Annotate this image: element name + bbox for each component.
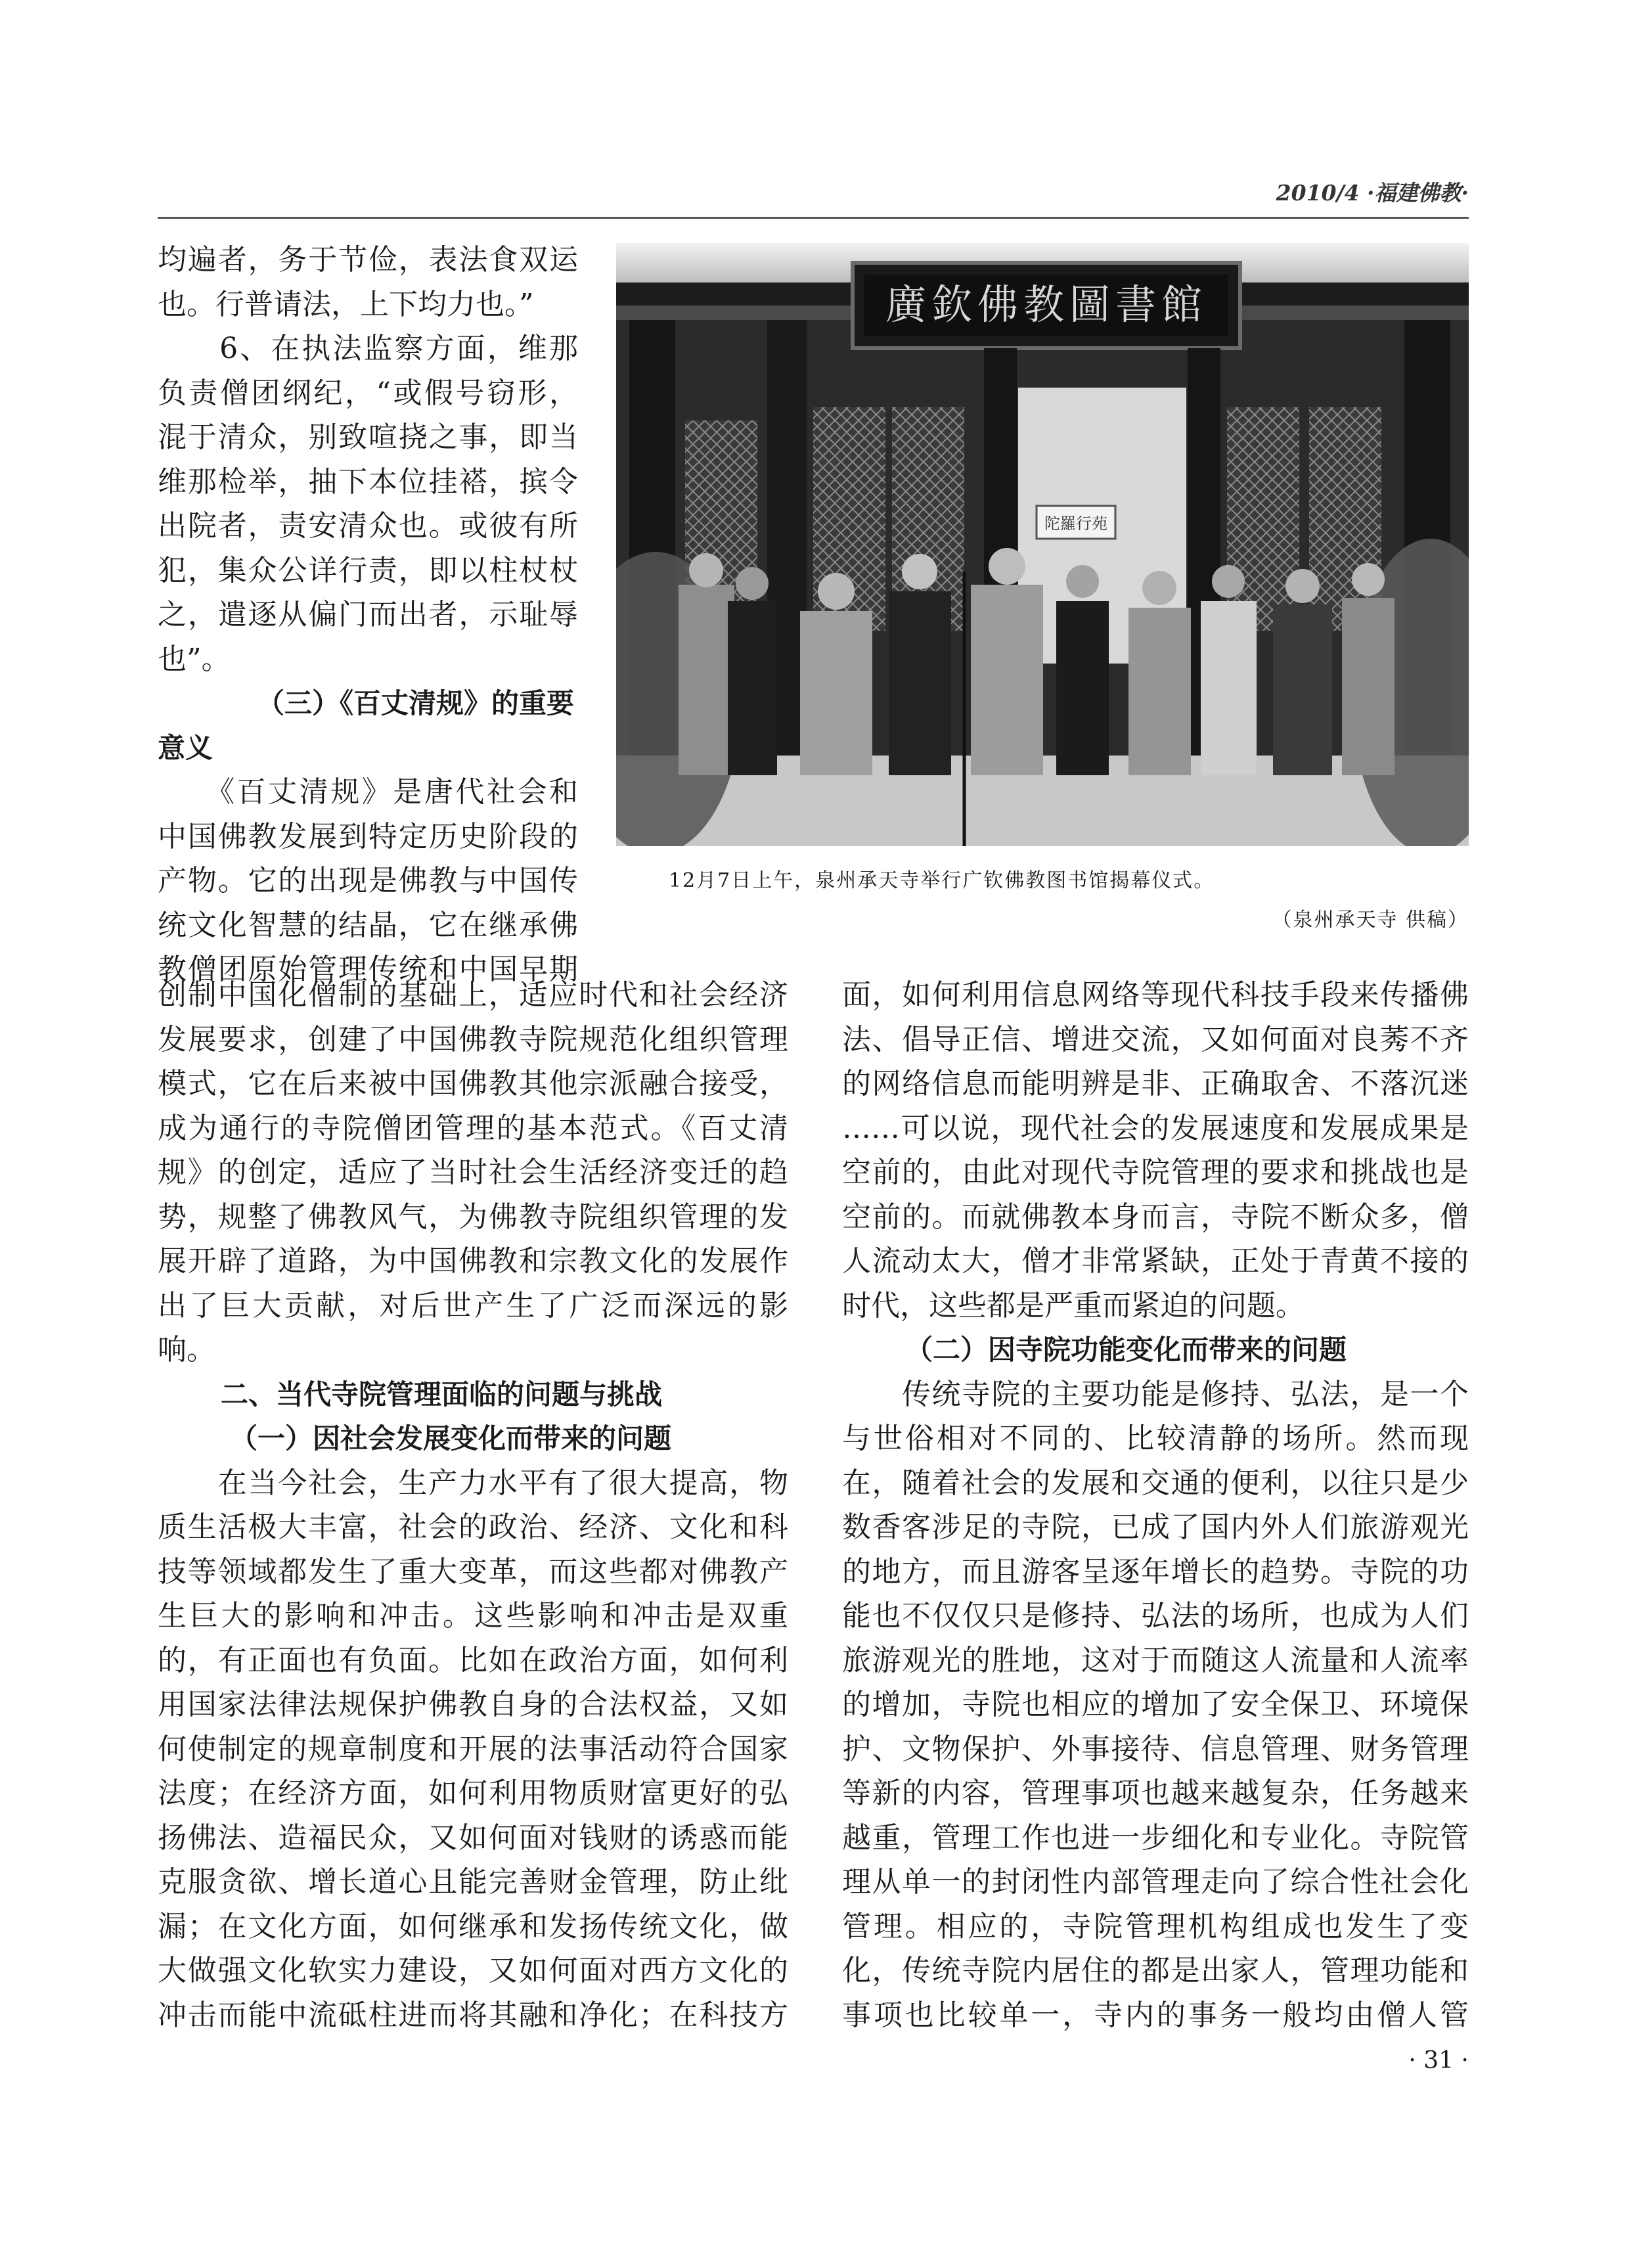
paragraph-line: 势，规整了佛教风气，为佛教寺院组织管理的发 xyxy=(158,1200,788,1234)
section-2-heading: 二、当代寺院管理面临的问题与挑战 xyxy=(221,1378,663,1411)
paragraph-line: 化，传统寺院内居住的都是出家人，管理功能和 xyxy=(842,1954,1469,1987)
ceremony-photo xyxy=(616,243,1469,846)
paragraph-line: 维那检举，抽下本位挂褡，摈令 xyxy=(158,464,578,499)
paragraph-line: 均遍者，务于节俭，表法食双运 xyxy=(158,243,578,277)
paragraph-line: 理从单一的封闭性内部管理走向了综合性社会化 xyxy=(842,1865,1469,1899)
paragraph-line: 6、在执法监察方面，维那 xyxy=(158,332,578,365)
paragraph-line: 产物。它的出现是佛教与中国传 xyxy=(158,864,578,897)
paragraph-line: 能也不仅仅只是修持、弘法的场所，也成为人们 xyxy=(842,1599,1469,1633)
header-rule xyxy=(158,217,1469,219)
photo-caption: 12月7日上午，泉州承天寺举行广钦佛教图书馆揭幕仪式。 xyxy=(669,869,1215,892)
paragraph-line: ……可以说，现代社会的发展速度和发展成果是 xyxy=(842,1111,1469,1145)
paragraph-line: 的，有正面也有负面。比如在政治方面，如何利 xyxy=(158,1643,788,1677)
paragraph-line: 《百丈清规》是唐代社会和 xyxy=(158,775,578,809)
running-header xyxy=(158,176,1469,218)
section-2-1-heading: （一）因社会发展变化而带来的问题 xyxy=(230,1422,672,1455)
paragraph-line: 克服贪欲、增长道心且能完善财金管理，防止纰 xyxy=(158,1865,788,1899)
paragraph-line: 时代，这些都是严重而紧迫的问题。 xyxy=(842,1288,1305,1322)
photo-credit: （泉州承天寺 供稿） xyxy=(1272,909,1469,932)
paragraph-line: 人流动太大，僧才非常紧缺，正处于青黄不接的 xyxy=(842,1244,1469,1278)
paragraph-line: 创制中国化僧制的基础上，适应时代和社会经济 xyxy=(158,978,788,1012)
paragraph-line: 空前的。而就佛教本身而言，寺院不断众多，僧 xyxy=(842,1200,1469,1234)
paragraph-line: 扬佛法、造福民众，又如何面对钱财的诱惑而能 xyxy=(158,1820,788,1855)
paragraph-line: 数香客涉足的寺院，已成了国内外人们旅游观光 xyxy=(842,1510,1469,1544)
paragraph-line: 事项也比较单一，寺内的事务一般均由僧人管 xyxy=(842,1998,1469,2032)
paragraph-line: 法度；在经济方面，如何利用物质财富更好的弘 xyxy=(158,1776,788,1810)
paragraph-line: 中国佛教发展到特定历史阶段的 xyxy=(158,819,578,853)
paragraph-line: 的地方，而且游客呈逐年增长的趋势。寺院的功 xyxy=(842,1554,1469,1589)
paragraph-line: 空前的，由此对现代寺院管理的要求和挑战也是 xyxy=(842,1156,1469,1189)
paragraph-line: 大做强文化软实力建设，又如何面对西方文化的 xyxy=(158,1954,788,1987)
paragraph-line: 旅游观光的胜地，这对于而随这人流量和人流率 xyxy=(842,1643,1469,1677)
paragraph-line: 教僧团原始管理传统和中国早期 xyxy=(158,953,578,986)
paragraph-line: 也。行普请法，上下均力也。” xyxy=(158,287,534,321)
paragraph-line: 负责僧团纲纪，“或假号窃形， xyxy=(158,376,578,410)
column-left xyxy=(158,973,788,2037)
paragraph-line: 犯，集众公详行责，即以柱杖杖 xyxy=(158,553,578,587)
paragraph-line: 用国家法律法规保护佛教自身的合法权益，又如 xyxy=(158,1688,788,1721)
paragraph-line: 管理。相应的，寺院管理机构组成也发生了变 xyxy=(842,1909,1469,1943)
paragraph-line: 的网络信息而能明辨是非、正确取舍、不落沉迷 xyxy=(842,1067,1469,1100)
paragraph-line: 法、倡导正信、增进交流，又如何面对良莠不齐 xyxy=(842,1022,1469,1056)
paragraph-line: 冲击而能中流砥柱进而将其融和净化；在科技方 xyxy=(158,1998,788,2032)
paragraph-line: 之，遣逐从偏门而出者，示耻辱 xyxy=(158,598,578,631)
paragraph-line: 统文化智慧的结晶，它在继承佛 xyxy=(158,908,578,942)
paragraph-line: 面，如何利用信息网络等现代科技手段来传播佛 xyxy=(842,978,1469,1012)
paragraph-line: 混于清众，别致喧挠之事，即当 xyxy=(158,420,578,454)
paragraph-line: 模式，它在后来被中国佛教其他宗派融合接受， xyxy=(158,1067,788,1100)
paragraph-line: 规》的创定，适应了当时社会生活经济变迁的趋 xyxy=(158,1156,788,1189)
column-right xyxy=(842,973,1469,2037)
page-number: · 31 · xyxy=(1408,2047,1469,2074)
paragraph-line: 展开辟了道路，为中国佛教和宗教文化的发展作 xyxy=(158,1244,788,1278)
paragraph-line: 等新的内容，管理事项也越来越复杂，任务越来 xyxy=(842,1776,1469,1810)
section-three-heading: （三）《百丈清规》的重要 xyxy=(256,687,574,719)
paragraph-line: 越重，管理工作也进一步细化和专业化。寺院管 xyxy=(842,1820,1469,1855)
paragraph-line: 技等领域都发生了重大变革，而这些都对佛教产 xyxy=(158,1554,788,1589)
paragraph-line: 成为通行的寺院僧团管理的基本范式。《百丈清 xyxy=(158,1111,788,1145)
paragraph-line: 的增加，寺院也相应的增加了安全保卫、环境保 xyxy=(842,1688,1469,1721)
column-top-left xyxy=(158,238,578,992)
paragraph-line: 出了巨大贡献，对后世产生了广泛而深远的影 xyxy=(158,1288,788,1322)
paragraph-line: 何使制定的规章制度和开展的法事活动符合国家 xyxy=(158,1732,788,1766)
paragraph-line: 出院者，责安清众也。或彼有所 xyxy=(158,509,578,543)
paragraph-line: 与世俗相对不同的、比较清静的场所。然而现 xyxy=(842,1422,1469,1455)
small-sign-text: 陀羅行苑 xyxy=(1044,514,1107,533)
journal-issue-label: 2010/4 ·福建佛教· xyxy=(1276,180,1469,206)
section-three-heading-continued: 意义 xyxy=(158,731,213,764)
section-2-2-heading: （二）因寺院功能变化而带来的问题 xyxy=(905,1334,1347,1366)
paragraph-line: 漏；在文化方面，如何继承和发扬传统文化，做 xyxy=(158,1909,788,1943)
plaque-text: 廣欽佛教圖書館 xyxy=(885,281,1208,328)
paragraph-line: 在，随着社会的发展和交通的便利，以往只是少 xyxy=(842,1466,1469,1500)
paragraph-line: 质生活极大丰富，社会的政治、经济、文化和科 xyxy=(158,1510,788,1544)
paragraph-line: 发展要求，创建了中国佛教寺院规范化组织管理 xyxy=(158,1022,788,1056)
paragraph-line: 护、文物保护、外事接待、信息管理、财务管理 xyxy=(842,1732,1469,1766)
paragraph-line: 响。 xyxy=(158,1333,215,1366)
paragraph-line: 生巨大的影响和冲击。这些影响和冲击是双重 xyxy=(158,1599,788,1633)
paragraph-line: 在当今社会，生产力水平有了很大提高，物 xyxy=(158,1466,788,1500)
paragraph-line: 传统寺院的主要功能是修持、弘法，是一个 xyxy=(842,1377,1469,1411)
paragraph-line: 也”。 xyxy=(158,642,231,676)
